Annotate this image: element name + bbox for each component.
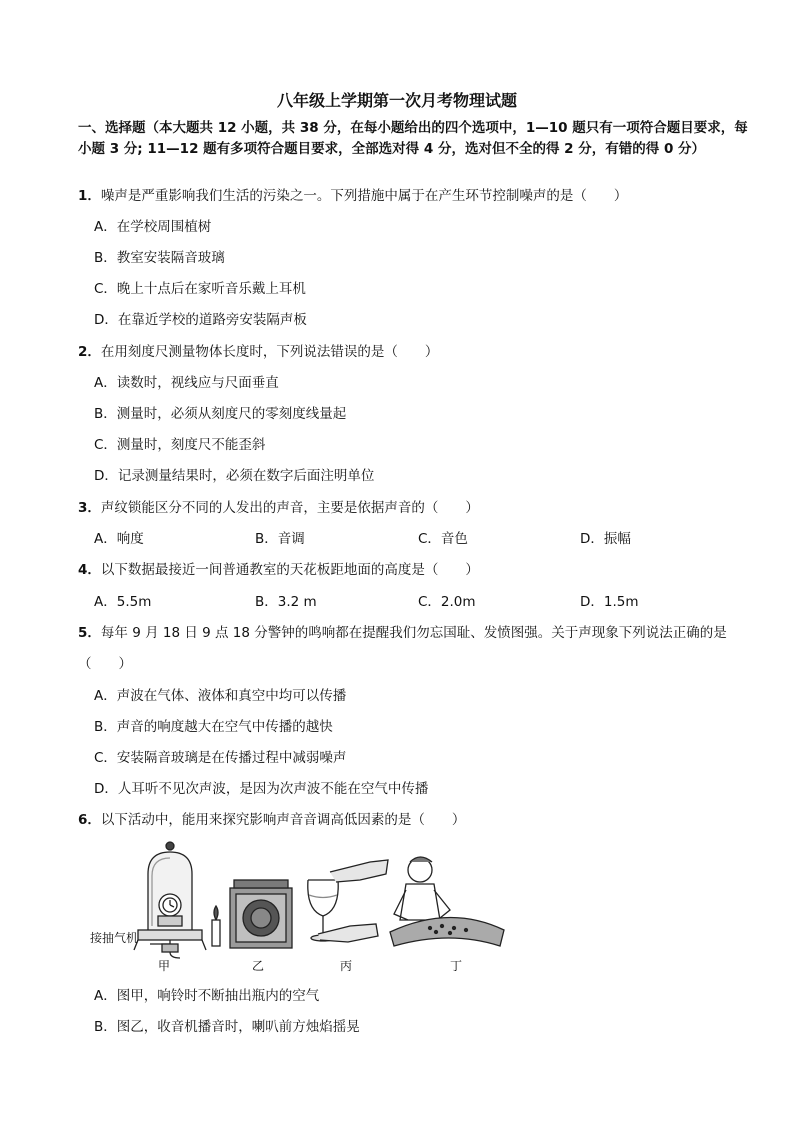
option-b: B．声音的响度越大在空气中传播的越快 [94,719,333,735]
question-1 [78,186,758,206]
question-text: 以下活动中，能用来探究影响声音音调高低因素的是（ ） [100,812,466,828]
caption-jia: 甲 [158,959,171,973]
question-5 [78,623,758,643]
option-d: D．1.5m [580,594,639,610]
page-title: 八年级上学期第一次月考物理试题 [276,91,517,110]
drum-person-illustration [390,857,504,946]
caption-yi: 乙 [252,959,265,973]
option-b: B．测量时，必须从刻度尺的零刻度线量起 [94,406,347,422]
wine-glass-illustration [308,860,388,942]
option-c: C．2.0m [418,594,476,610]
option-d: D．人耳听不见次声波，是因为次声波不能在空气中传播 [94,781,429,797]
option-c: C．安装隔音玻璃是在传播过程中减弱噪声 [94,750,347,766]
option-b: B．3.2 m [255,594,317,610]
bell-jar-illustration [134,842,206,958]
question-3 [78,498,758,518]
option-a: A．读数时，视线应与尺面垂直 [94,375,279,391]
question-number: 1． [78,188,101,204]
question-number: 3． [78,500,101,516]
question-text: 噪声是严重影响我们生活的污染之一。下列措施中属于在产生环节控制噪声的是（ ） [100,188,628,204]
option-a: A．声波在气体、液体和真空中均可以传播 [94,688,347,704]
question-text: 以下数据最接近一间普通教室的天花板距地面的高度是（ ） [100,562,479,578]
question-number: 6． [78,812,101,828]
radio-candle-illustration [212,880,292,948]
question-6 [78,810,758,830]
question-number: 5． [78,625,101,641]
question-text: 声纹锁能区分不同的人发出的声音，主要是依据声音的（ ） [100,500,479,516]
option-a: A．响度 [94,531,144,547]
option-d: D．记录测量结果时，必须在数字后面注明单位 [94,468,375,484]
caption-bing: 丙 [340,959,353,973]
option-c: C．测量时，刻度尺不能歪斜 [94,437,266,453]
option-d: D．在靠近学校的道路旁安装隔声板 [94,312,307,328]
pump-label: 接抽气机 [90,931,139,945]
question-number: 4． [78,562,101,578]
option-b: B．教室安装隔音玻璃 [94,250,225,266]
option-b: B．音调 [255,531,305,547]
question-text: 在用刻度尺测量物体长度时，下列说法错误的是（ ） [100,344,439,360]
option-c: C．晚上十点后在家听音乐戴上耳机 [94,281,306,297]
question-text: 每年 9 月 18 日 9 点 18 分警钟的鸣响都在提醒我们勿忘国耻、发愤图强。关于声现象下列说法正确的是 [100,625,727,641]
question-5-blank: （ ） [78,656,132,672]
option-d: D．振幅 [580,531,631,547]
question-4 [78,560,758,580]
option-c: C．音色 [418,531,468,547]
option-b: B．图乙，收音机播音时，喇叭前方烛焰摇晃 [94,1019,360,1035]
question-6-figure [90,840,510,980]
option-a: A．在学校周围植树 [94,219,212,235]
option-a: A．5.5m [94,594,152,610]
section-header: 一、选择题（本大题共 12 小题，共 38 分，在每小题给出的四个选项中，1—10 题只有一项符合题目要求，每小题 3 分; 11—12 题有多项符合题目要求，全部选对得 4 分，选对但不全的得 2 分，有错的得 0 分） [78,120,748,157]
question-number: 2． [78,344,101,360]
option-a: A．图甲，响铃时不断抽出瓶内的空气 [94,988,320,1004]
question-2 [78,342,758,362]
caption-ding: 丁 [450,959,463,973]
